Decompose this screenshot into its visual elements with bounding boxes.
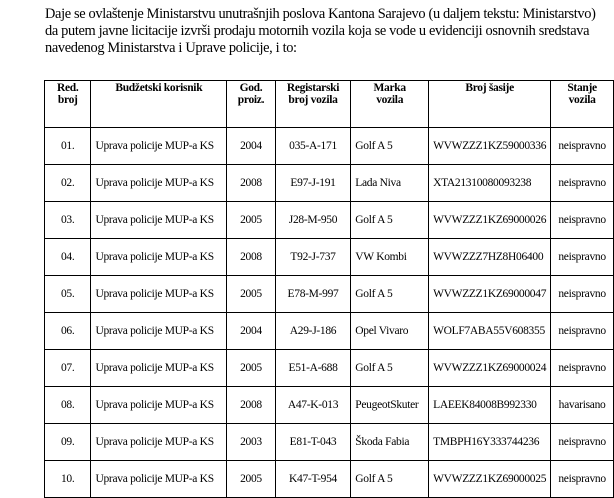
intro-line: navedenog Ministarstva i Uprave policije, i to: (45, 40, 297, 56)
header-text: vozila (568, 94, 596, 106)
cell-broj-sasije: WOLF7ABA55V608355 (429, 313, 551, 350)
cell-budzetski-korisnik: Uprava policije MUP-a KS (91, 461, 227, 498)
cell-god-proiz: 2008 (227, 165, 276, 202)
cell-budzetski-korisnik: Uprava policije MUP-a KS (91, 128, 227, 165)
intro-paragraph (45, 6, 605, 57)
header-text: Red. (56, 82, 79, 94)
cell-stanje-vozila: neispravno (551, 165, 614, 202)
cell-god-proiz: 2008 (227, 387, 276, 424)
cell-stanje-vozila: neispravno (551, 128, 614, 165)
table-row (45, 387, 614, 424)
cell-god-proiz: 2005 (227, 461, 276, 498)
cell-broj-sasije: WVWZZZ7HZ8H06400 (429, 239, 551, 276)
cell-budzetski-korisnik: Uprava policije MUP-a KS (91, 387, 227, 424)
header-text: Registarski (286, 82, 340, 94)
cell-marka-vozila: Lada Niva (351, 165, 429, 202)
cell-registarski-broj: 035-A-171 (275, 128, 351, 165)
cell-budzetski-korisnik: Uprava policije MUP-a KS (91, 165, 227, 202)
cell-budzetski-korisnik: Uprava policije MUP-a KS (91, 202, 227, 239)
table-row (45, 202, 614, 239)
table-row (45, 165, 614, 202)
table-row (45, 313, 614, 350)
cell-registarski-broj: K47-T-954 (275, 461, 351, 498)
cell-god-proiz: 2003 (227, 424, 276, 461)
cell-budzetski-korisnik: Uprava policije MUP-a KS (91, 239, 227, 276)
cell-registarski-broj: J28-M-950 (275, 202, 351, 239)
cell-red-broj: 10. (45, 461, 91, 498)
cell-registarski-broj: A29-J-186 (275, 313, 351, 350)
header-text: broj vozila (288, 94, 338, 106)
header-marka-vozila (351, 81, 429, 128)
header-text: Marka (373, 82, 406, 94)
cell-red-broj: 07. (45, 350, 91, 387)
header-budzetski-korisnik (91, 81, 227, 128)
table-header-row (45, 81, 614, 128)
cell-god-proiz: 2004 (227, 313, 276, 350)
cell-broj-sasije: LAEEK84008B992330 (429, 387, 551, 424)
cell-god-proiz: 2004 (227, 128, 276, 165)
cell-red-broj: 01. (45, 128, 91, 165)
cell-red-broj: 02. (45, 165, 91, 202)
cell-broj-sasije: WVWZZZ1KZ69000024 (429, 350, 551, 387)
header-text: vozila (376, 94, 404, 106)
cell-registarski-broj: E81-T-043 (275, 424, 351, 461)
table-row (45, 239, 614, 276)
cell-marka-vozila: Golf A 5 (351, 350, 429, 387)
table-body (45, 128, 614, 498)
cell-budzetski-korisnik: Uprava policije MUP-a KS (91, 424, 227, 461)
cell-red-broj: 05. (45, 276, 91, 313)
cell-red-broj: 09. (45, 424, 91, 461)
header-text: God. (239, 82, 263, 94)
header-text: broj (57, 94, 78, 106)
table-row (45, 424, 614, 461)
header-text: Budžetski korisnik (115, 82, 203, 94)
table-row (45, 276, 614, 313)
cell-marka-vozila: Škoda Fabia (351, 424, 429, 461)
cell-red-broj: 04. (45, 239, 91, 276)
header-registarski-broj (275, 81, 351, 128)
cell-registarski-broj: E51-A-688 (275, 350, 351, 387)
header-stanje-vozila (551, 81, 614, 128)
cell-marka-vozila: Golf A 5 (351, 128, 429, 165)
cell-stanje-vozila: havarisano (551, 387, 614, 424)
cell-marka-vozila: Golf A 5 (351, 276, 429, 313)
cell-marka-vozila: Golf A 5 (351, 461, 429, 498)
cell-stanje-vozila: neispravno (551, 424, 614, 461)
cell-red-broj: 03. (45, 202, 91, 239)
cell-marka-vozila: VW Kombi (351, 239, 429, 276)
cell-stanje-vozila: neispravno (551, 276, 614, 313)
cell-broj-sasije: WVWZZZ1KZ69000026 (429, 202, 551, 239)
table-row (45, 128, 614, 165)
intro-line: Daje se ovlaštenje Ministarstvu unutrašnjih poslova Kantona Sarajevo (u daljem tekstu: Ministarstvo) (45, 6, 596, 22)
cell-broj-sasije: WVWZZZ1KZ69000047 (429, 276, 551, 313)
cell-red-broj: 06. (45, 313, 91, 350)
cell-stanje-vozila: neispravno (551, 313, 614, 350)
cell-stanje-vozila: neispravno (551, 350, 614, 387)
cell-red-broj: 08. (45, 387, 91, 424)
cell-registarski-broj: E78-M-997 (275, 276, 351, 313)
cell-registarski-broj: E97-J-191 (275, 165, 351, 202)
table-row (45, 461, 614, 498)
cell-broj-sasije: XTA21310080093238 (429, 165, 551, 202)
cell-registarski-broj: A47-K-013 (275, 387, 351, 424)
cell-budzetski-korisnik: Uprava policije MUP-a KS (91, 313, 227, 350)
header-red-broj (45, 81, 91, 128)
cell-god-proiz: 2005 (227, 350, 276, 387)
cell-broj-sasije: WVWZZZ1KZ69000025 (429, 461, 551, 498)
intro-line: da putem javne licitacije izvrši prodaju motornih vozila koja se vode u evidenciji osnovnih sredstava (45, 23, 590, 39)
vehicle-table (44, 80, 614, 498)
cell-god-proiz: 2005 (227, 276, 276, 313)
cell-budzetski-korisnik: Uprava policije MUP-a KS (91, 350, 227, 387)
cell-god-proiz: 2005 (227, 202, 276, 239)
cell-broj-sasije: WVWZZZ1KZ59000336 (429, 128, 551, 165)
cell-stanje-vozila: neispravno (551, 239, 614, 276)
header-text: proiz. (237, 94, 265, 106)
cell-marka-vozila: PeugeotSkuter (351, 387, 429, 424)
cell-god-proiz: 2008 (227, 239, 276, 276)
cell-budzetski-korisnik: Uprava policije MUP-a KS (91, 276, 227, 313)
cell-broj-sasije: TMBPH16Y333744236 (429, 424, 551, 461)
header-text: Broj šasije (465, 82, 514, 94)
cell-stanje-vozila: neispravno (551, 461, 614, 498)
cell-marka-vozila: Golf A 5 (351, 202, 429, 239)
header-broj-sasije (429, 81, 551, 128)
cell-marka-vozila: Opel Vivaro (351, 313, 429, 350)
header-god-proiz (227, 81, 276, 128)
table-row (45, 350, 614, 387)
header-text: Stanje (567, 82, 597, 94)
cell-stanje-vozila: neispravno (551, 202, 614, 239)
cell-registarski-broj: T92-J-737 (275, 239, 351, 276)
